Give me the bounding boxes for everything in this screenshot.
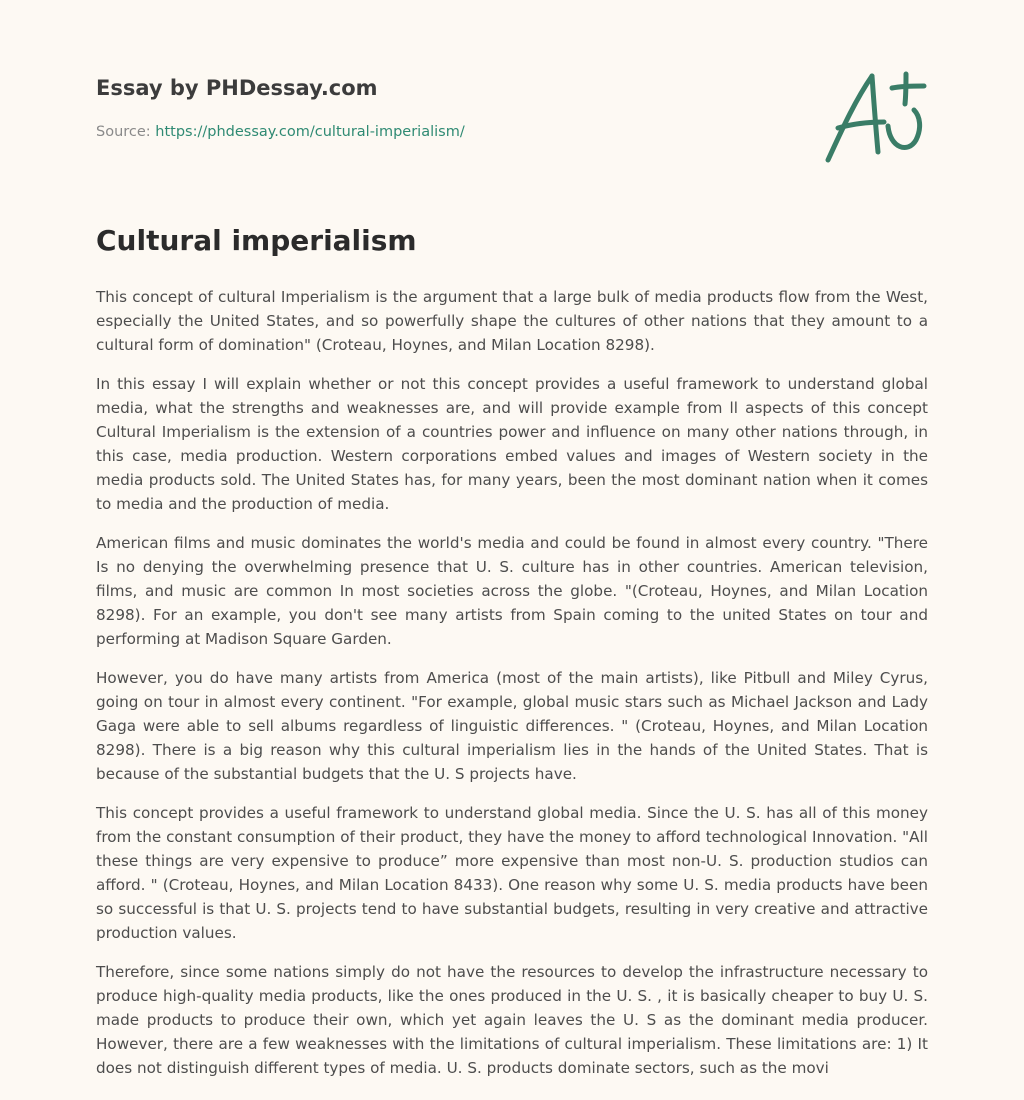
- essay-paragraph: American films and music dominates the world's media and could be found in almost every country. "There Is no denying the overwhelming presence that U. S. culture has in other countries. American television, films, and music are common In most societies across the globe. "(Croteau, Hoynes, and Milan Location 8298). For an example, you don't see many artists from Spain coming to the united States on tour and performing at Madison Square Garden.: [96, 534, 928, 648]
- source-link[interactable]: https://phdessay.com/cultural-imperialism/: [155, 124, 465, 140]
- a-plus-grade-icon: [822, 64, 932, 168]
- site-brand: Essay by PHDessay.com: [96, 76, 378, 100]
- source-line: [96, 124, 465, 140]
- source-label: Source:: [96, 124, 151, 140]
- essay-paragraph: Therefore, since some nations simply do not have the resources to develop the infrastructure necessary to produce high-quality media products, like the ones produced in the U. S. , it is basically cheaper to buy U. S. made products to produce their own, which yet again leaves the U. S as the dominant media producer. However, there are a few weaknesses with the limitations of cultural imperialism. These limitations are: 1) It does not distinguish different types of media. U. S. products dominate sectors, such as the movi: [96, 963, 928, 1077]
- essay-title: Cultural imperialism: [96, 224, 417, 257]
- essay-paragraph: In this essay I will explain whether or not this concept provides a useful framework to understand global media, what the strengths and weaknesses are, and will provide example from ll aspects of this concept Cultural Imperialism is the extension of a countries power and influence on many other nations through, in this case, media production. Western corporations embed values and images of Western society in the media products sold. The United States has, for many years, been the most dominant nation when it comes to media and the production of media.: [96, 375, 928, 513]
- essay-body: [96, 285, 928, 1095]
- essay-paragraph: However, you do have many artists from America (most of the main artists), like Pitbull and Miley Cyrus, going on tour in almost every continent. "For example, global music stars such as Michael Jackson and Lady Gaga were able to sell albums regardless of linguistic differences. " (Croteau, Hoynes, and Milan Location 8298). There is a big reason why this cultural imperialism lies in the hands of the United States. That is because of the substantial budgets that the U. S projects have.: [96, 669, 928, 783]
- essay-paragraph: This concept provides a useful framework to understand global media. Since the U. S. has all of this money from the constant consumption of their product, they have the money to afford technological Innovation. "All these things are very expensive to produce” more expensive than most non-U. S. production studios can afford. " (Croteau, Hoynes, and Milan Location 8433). One reason why some U. S. media products have been so successful is that U. S. projects tend to have substantial budgets, resulting in very creative and attractive production values.: [96, 804, 928, 942]
- essay-paragraph: This concept of cultural Imperialism is the argument that a large bulk of media products flow from the West, especially the United States, and so powerfully shape the cultures of other nations that they amount to a cultural form of domination" (Croteau, Hoynes, and Milan Location 8298).: [96, 288, 928, 354]
